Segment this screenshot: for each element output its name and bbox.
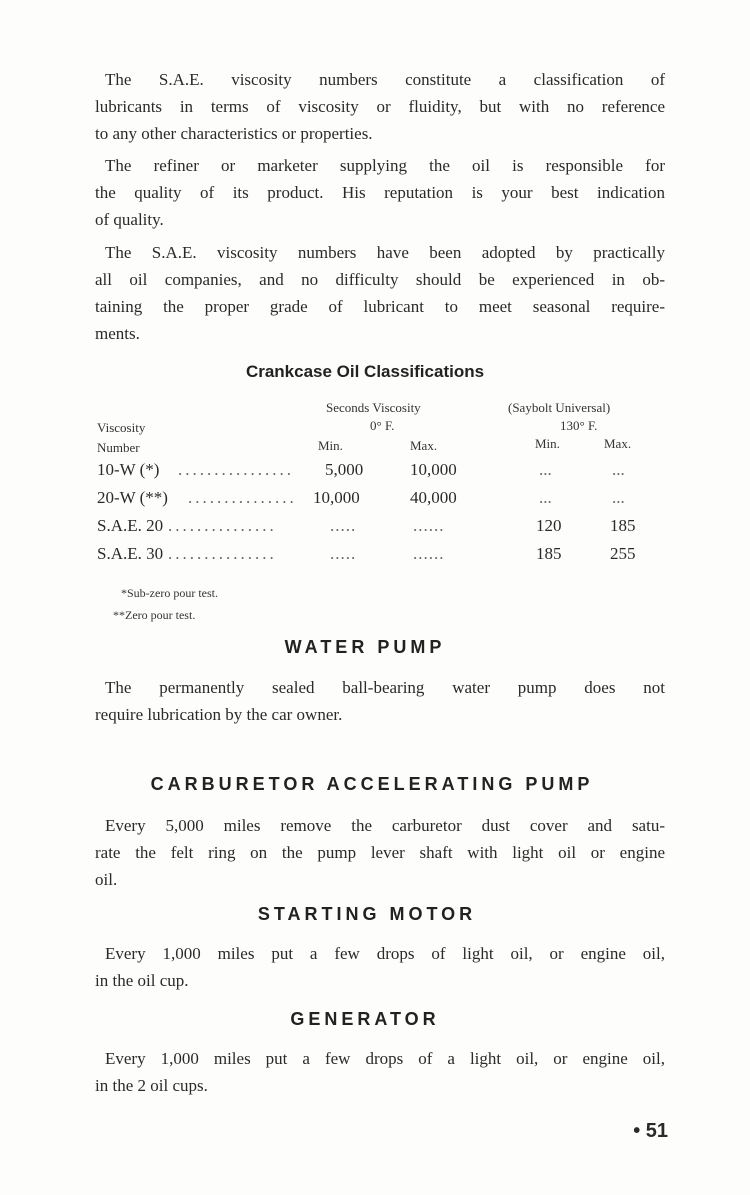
min-0: ..... <box>330 516 357 535</box>
text-line: all oil companies, and no difficulty should be experienced in ob- <box>95 270 665 289</box>
min-0: 10,000 <box>313 488 360 507</box>
table-title: Crankcase Oil Classifications <box>245 362 485 381</box>
leader-dots: ............... <box>168 516 277 535</box>
max-130: ... <box>612 488 625 507</box>
paragraph-refiner <box>95 152 665 233</box>
text-line: to any other characteristics or properties. <box>95 124 373 143</box>
header-max-0: Max. <box>410 438 438 453</box>
section-body <box>95 674 665 728</box>
row-name: 20-W (**) <box>97 488 168 507</box>
text-line: The refiner or marketer supplying the oil is responsible for <box>105 156 665 175</box>
text-line: taining the proper grade of lubricant to meet seasonal require- <box>95 297 665 316</box>
text-line: The S.A.E. viscosity numbers have been adopted by practically <box>105 243 665 262</box>
header-group-seconds: Seconds Viscosity <box>326 400 421 415</box>
max-130: 185 <box>610 516 636 535</box>
header-viscosity: Viscosity <box>97 420 146 435</box>
min-130: 120 <box>536 516 562 535</box>
text-line: Every 1,000 miles put a few drops of a light oil, or engine oil, <box>105 1049 665 1068</box>
section-heading: STARTING MOTOR <box>257 904 477 924</box>
text-line: of quality. <box>95 210 164 229</box>
text-line: rate the felt ring on the pump lever shaft with light oil or engine <box>95 843 665 862</box>
max-0: 40,000 <box>410 488 457 507</box>
page-number: • 51 <box>633 1120 668 1142</box>
header-max-130: Max. <box>604 436 632 451</box>
header-temp-0: 0° F. <box>370 418 395 433</box>
text-line: Every 5,000 miles remove the carburetor dust cover and satu- <box>105 816 665 835</box>
section-heading: WATER PUMP <box>284 637 446 657</box>
section-heading: CARBURETOR ACCELERATING PUMP <box>150 774 594 794</box>
section-body <box>95 940 665 994</box>
max-0: 10,000 <box>410 460 457 479</box>
text-line: ments. <box>95 324 140 343</box>
footnote: *Sub-zero pour test. <box>121 586 218 600</box>
row-name: 10-W (*) <box>97 460 160 479</box>
max-0: ...... <box>413 544 445 563</box>
row-name: S.A.E. 20 <box>97 516 164 535</box>
leader-dots: ............... <box>168 544 277 563</box>
header-group-saybolt: (Saybolt Universal) <box>508 400 611 415</box>
text-line: Every 1,000 miles put a few drops of light oil, or engine oil, <box>105 944 665 963</box>
text-line: lubricants in terms of viscosity or fluidity, but with no reference <box>95 97 665 116</box>
max-130: 255 <box>610 544 636 563</box>
paragraph-adoption <box>95 239 665 347</box>
section-body <box>95 812 665 893</box>
max-130: ... <box>612 460 625 479</box>
paragraph-sae-intro <box>95 66 665 147</box>
min-130: 185 <box>536 544 562 563</box>
min-130: ... <box>539 460 552 479</box>
leader-dots: ................ <box>178 460 294 479</box>
header-number: Number <box>97 440 140 455</box>
text-line: the quality of its product. His reputation is your best indication <box>95 183 665 202</box>
text-line: oil. <box>95 870 118 889</box>
text-line: in the 2 oil cups. <box>95 1076 208 1095</box>
header-min-130: Min. <box>535 436 560 451</box>
header-temp-130: 130° F. <box>560 418 598 433</box>
min-130: ... <box>539 488 552 507</box>
min-0: 5,000 <box>325 460 364 479</box>
header-min-0: Min. <box>318 438 343 453</box>
max-0: ...... <box>413 516 445 535</box>
leader-dots: ............... <box>188 488 297 507</box>
section-heading: GENERATOR <box>290 1009 440 1029</box>
text-line: require lubrication by the car owner. <box>95 705 343 724</box>
text-line: The permanently sealed ball-bearing water pump does not <box>105 678 665 697</box>
section-body <box>95 1045 665 1099</box>
text-line: The S.A.E. viscosity numbers constitute a classification of <box>105 70 665 89</box>
row-name: S.A.E. 30 <box>97 544 164 563</box>
text-line: in the oil cup. <box>95 971 189 990</box>
footnote: **Zero pour test. <box>113 608 196 622</box>
min-0: ..... <box>330 544 357 563</box>
